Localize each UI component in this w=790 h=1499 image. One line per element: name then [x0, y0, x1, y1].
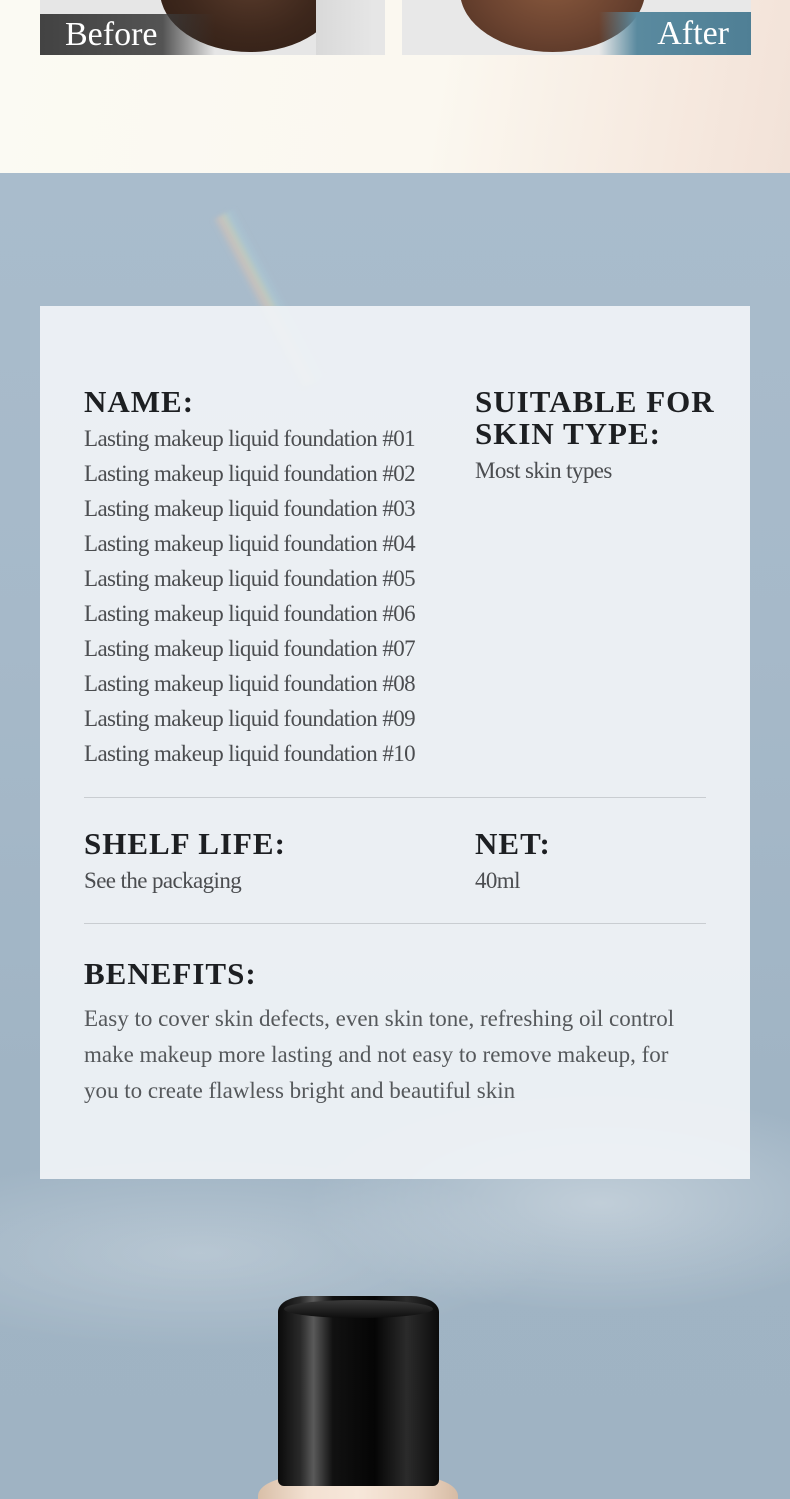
shade-name-list — [84, 421, 415, 771]
shade-name-item: Lasting makeup liquid foundation #06 — [84, 601, 416, 626]
before-after-section — [0, 0, 790, 173]
name-heading: NAME: — [84, 384, 195, 419]
shade-name-item: Lasting makeup liquid foundation #01 — [84, 426, 416, 451]
skin-type-heading-line1: SUITABLE FOR — [475, 384, 715, 419]
shade-name-item: Lasting makeup liquid foundation #08 — [84, 671, 416, 696]
foundation-bottle-cap — [278, 1296, 439, 1486]
benefits-line: Easy to cover skin defects, even skin tone, refreshing oil control — [84, 1006, 675, 1031]
divider — [84, 797, 706, 798]
before-shoulder-image — [316, 0, 371, 55]
benefits-heading: BENEFITS: — [84, 956, 257, 991]
skin-type-heading — [475, 386, 715, 450]
before-photo — [40, 0, 385, 55]
shade-name-item: Lasting makeup liquid foundation #02 — [84, 461, 416, 486]
before-label: Before — [40, 14, 215, 55]
divider — [84, 923, 706, 924]
net-heading: NET: — [475, 826, 551, 861]
shelf-life-block — [84, 828, 286, 898]
skin-type-heading-line2: SKIN TYPE: — [475, 416, 661, 451]
shade-name-item: Lasting makeup liquid foundation #07 — [84, 636, 416, 661]
shade-name-item: Lasting makeup liquid foundation #04 — [84, 531, 416, 556]
net-block — [475, 828, 551, 898]
skin-type-block — [475, 386, 715, 488]
benefits-block — [84, 958, 709, 1109]
after-photo — [402, 0, 751, 55]
product-info-card — [40, 306, 750, 1179]
shelf-life-value: See the packaging — [84, 868, 242, 893]
shade-name-item: Lasting makeup liquid foundation #03 — [84, 496, 416, 521]
shade-name-item: Lasting makeup liquid foundation #10 — [84, 741, 416, 766]
after-label: After — [599, 12, 751, 55]
skin-type-value: Most skin types — [475, 458, 612, 483]
benefits-line: make makeup more lasting and not easy to remove makeup, for — [84, 1042, 669, 1067]
shelf-life-heading: SHELF LIFE: — [84, 826, 286, 861]
shade-name-item: Lasting makeup liquid foundation #05 — [84, 566, 416, 591]
net-value: 40ml — [475, 868, 520, 893]
name-block — [84, 386, 415, 771]
benefits-text — [84, 1001, 709, 1109]
benefits-line: you to create flawless bright and beautiful skin — [84, 1078, 516, 1103]
shade-name-item: Lasting makeup liquid foundation #09 — [84, 706, 416, 731]
sky-background-section — [0, 173, 790, 1499]
